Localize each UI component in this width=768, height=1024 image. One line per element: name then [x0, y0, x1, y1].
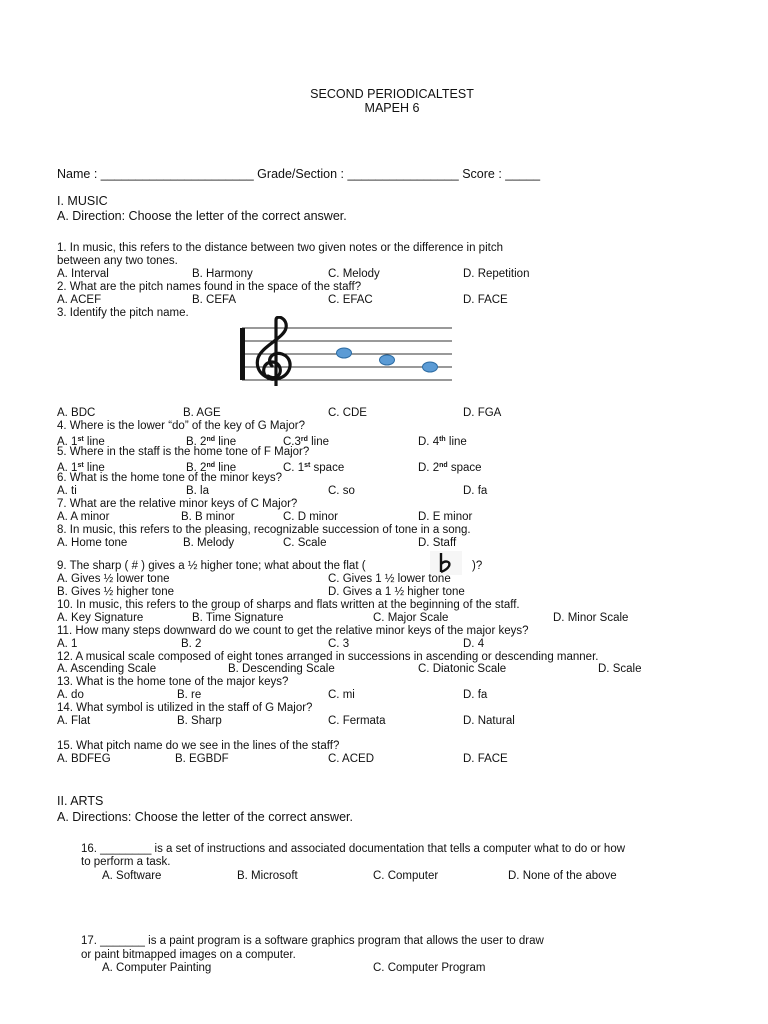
q12-option-c: C. Diatonic Scale: [418, 663, 507, 675]
q15-option-b: B. EGBDF: [175, 753, 229, 765]
question-6: 6. What is the home tone of the minor keys?: [57, 472, 283, 484]
question-17: 17. _______ is a paint program is a software graphics program that allows the user to draw: [81, 935, 544, 947]
q1-option-a: A. Interval: [57, 268, 109, 280]
q11-option-a: A. 1: [57, 638, 78, 650]
q10-option-c: C. Major Scale: [373, 612, 449, 624]
q13-option-c: C. mi: [328, 689, 355, 701]
q1-option-c: C. Melody: [328, 268, 380, 280]
question-5: 5. Where in the staff is the home tone of F Major?: [57, 446, 310, 458]
question-15: 15. What pitch name do we see in the lines of the staff?: [57, 740, 340, 752]
q2-option-c: C. EFAC: [328, 294, 373, 306]
q14-option-d: D. Natural: [463, 715, 515, 727]
q8-option-a: A. Home tone: [57, 537, 128, 549]
music-direction: A. Direction: Choose the letter of the correct answer.: [57, 209, 347, 223]
question-9-end: )?: [472, 560, 483, 572]
q8-option-c: C. Scale: [283, 537, 327, 549]
q16-option-d: D. None of the above: [508, 870, 617, 882]
student-info-line: Name : ______________________ Grade/Section : ________________ Score : _____: [57, 167, 541, 181]
music-heading: I. MUSIC: [57, 194, 108, 208]
q4-option-a: A. 1st line: [57, 436, 105, 448]
q5-option-b: B. 2nd line: [186, 462, 237, 474]
q14-option-b: B. Sharp: [177, 715, 222, 727]
q12-option-a: A. Ascending Scale: [57, 663, 157, 675]
question-16-cont: to perform a task.: [81, 856, 171, 868]
q16-option-b: B. Microsoft: [237, 870, 298, 882]
q3-option-d: D. FGA: [463, 407, 502, 419]
q6-option-b: B. la: [186, 485, 210, 497]
q13-option-d: D. fa: [463, 689, 488, 701]
q15-option-d: D. FACE: [463, 753, 508, 765]
q15-option-c: C. ACED: [328, 753, 375, 765]
arts-heading: II. ARTS: [57, 794, 104, 808]
q10-option-b: B. Time Signature: [192, 612, 284, 624]
question-1-cont: between any two tones.: [57, 255, 178, 267]
q5-option-d: D. 2nd space: [418, 462, 482, 474]
q11-option-d: D. 4: [463, 638, 485, 650]
question-4: 4. Where is the lower “do” of the key of G Major?: [57, 420, 305, 432]
q2-option-d: D. FACE: [463, 294, 508, 306]
q1-option-d: D. Repetition: [463, 268, 530, 280]
q4-option-b: B. 2nd line: [186, 436, 237, 448]
question-13: 13. What is the home tone of the major keys?: [57, 676, 289, 688]
q10-option-a: A. Key Signature: [57, 612, 144, 624]
q1-option-b: B. Harmony: [192, 268, 253, 280]
q7-option-a: A. A minor: [57, 511, 110, 523]
q11-option-b: B. 2: [181, 638, 202, 650]
q3-option-a: A. BDC: [57, 407, 96, 419]
q6-option-c: C. so: [328, 485, 355, 497]
q4-option-d: D. 4th line: [418, 436, 467, 448]
note-1: [337, 348, 352, 358]
question-17-cont: or paint bitmapped images on a computer.: [81, 949, 296, 961]
question-7: 7. What are the relative minor keys of C Major?: [57, 498, 298, 510]
q16-option-c: C. Computer: [373, 870, 439, 882]
q6-option-a: A. ti: [57, 485, 77, 497]
q16-option-a: A. Software: [102, 870, 162, 882]
q6-option-d: D. fa: [463, 485, 488, 497]
question-9: 9. The sharp ( # ) gives a ½ higher tone; what about the flat (: [57, 560, 366, 572]
q14-option-c: C. Fermata: [328, 715, 386, 727]
q11-option-c: C. 3: [328, 638, 350, 650]
question-11: 11. How many steps downward do we count to get the relative minor keys of the major keys?: [57, 625, 529, 637]
question-10: 10. In music, this refers to the group of sharps and flats written at the beginning of the staff.: [57, 599, 520, 611]
q7-option-c: C. D minor: [283, 511, 338, 523]
q9-option-c: C. Gives 1 ½ lower tone: [328, 573, 451, 585]
q5-option-c: C. 1st space: [283, 462, 345, 474]
q4-option-c: C.3rd line: [283, 436, 330, 448]
q2-option-a: A. ACEF: [57, 294, 102, 306]
q7-option-d: D. E minor: [418, 511, 473, 523]
q17-option-a: A. Computer Painting: [102, 962, 212, 974]
question-14: 14. What symbol is utilized in the staff of G Major?: [57, 702, 313, 714]
q12-option-d: D. Scale: [598, 663, 642, 675]
q9-option-a: A. Gives ½ lower tone: [57, 573, 170, 585]
q2-option-b: B. CEFA: [192, 294, 237, 306]
q13-option-b: B. re: [177, 689, 202, 701]
music-staff-image: [236, 316, 458, 386]
q13-option-a: A. do: [57, 689, 84, 701]
q5-option-a: A. 1st line: [57, 462, 105, 474]
q3-option-c: C. CDE: [328, 407, 367, 419]
q9-option-d: D. Gives a 1 ½ higher tone: [328, 586, 465, 598]
flat-symbol-icon: [430, 551, 462, 575]
note-2: [380, 355, 395, 365]
test-subject: MAPEH 6: [364, 101, 420, 115]
q8-option-b: B. Melody: [183, 537, 235, 549]
question-16: 16. ________ is a set of instructions and associated documentation that tells a computer what to do or how: [81, 843, 626, 855]
note-3: [423, 362, 438, 372]
q3-option-b: B. AGE: [183, 407, 221, 419]
q8-option-d: D. Staff: [418, 537, 457, 549]
question-12: 12. A musical scale composed of eight tones arranged in successions in ascending or descending manner.: [57, 651, 599, 663]
question-2: 2. What are the pitch names found in the space of the staff?: [57, 281, 362, 293]
arts-direction: A. Directions: Choose the letter of the correct answer.: [57, 810, 353, 824]
q10-option-d: D. Minor Scale: [553, 612, 629, 624]
q12-option-b: B. Descending Scale: [228, 663, 335, 675]
q9-option-b: B. Gives ½ higher tone: [57, 586, 174, 598]
q17-option-c: C. Computer Program: [373, 962, 486, 974]
question-1: 1. In music, this refers to the distance between two given notes or the difference in pitch: [57, 242, 503, 254]
q15-option-a: A. BDFEG: [57, 753, 111, 765]
test-title: SECOND PERIODICALTEST: [310, 87, 474, 101]
q14-option-a: A. Flat: [57, 715, 91, 727]
question-8: 8. In music, this refers to the pleasing, recognizable succession of tone in a song.: [57, 524, 471, 536]
q7-option-b: B. B minor: [181, 511, 235, 523]
question-3: 3. Identify the pitch name.: [57, 307, 189, 319]
